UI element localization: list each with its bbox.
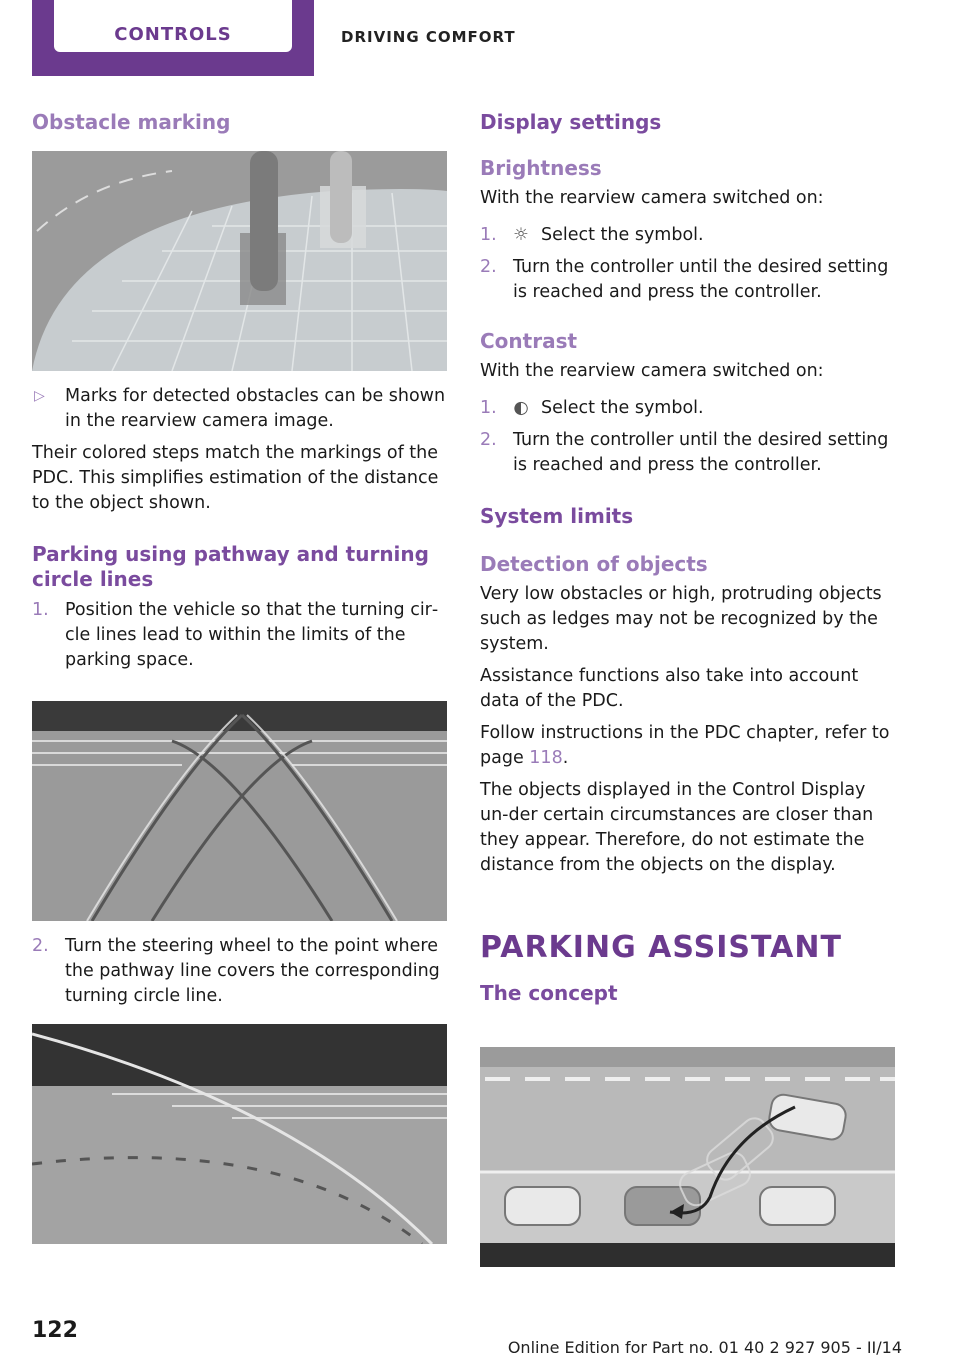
brightness-step2 xyxy=(480,255,898,305)
footer-edition: Online Edition for Part no. 01 40 2 927 905 - II/14 xyxy=(507,1338,902,1357)
left-step2-block xyxy=(32,934,447,1009)
bullet-marks xyxy=(32,384,447,434)
brightness-step1-number: 1. xyxy=(480,225,497,245)
display-settings-heading: Display settings xyxy=(480,110,662,134)
steering-image xyxy=(32,1024,447,1244)
page-link[interactable]: 118 xyxy=(529,748,563,768)
page-number: 122 xyxy=(32,1318,78,1343)
tab-driving-comfort[interactable]: DRIVING COMFORT xyxy=(341,28,516,46)
brightness-intro: With the rearview camera switched on: xyxy=(480,188,824,208)
brightness-heading: Brightness xyxy=(480,156,602,180)
left-column xyxy=(32,110,447,134)
brightness-step2-number: 2. xyxy=(480,257,497,277)
assist-para: Assistance functions also take into account data of the PDC. xyxy=(480,666,859,711)
brightness-step1-text: Select the symbol. xyxy=(541,225,704,245)
objects-para: The objects displayed in the Control Display un‐der certain circumstances are closer than they appear. Therefore, do not estimate the distance from the objects on the display. xyxy=(480,780,874,875)
follow-text: Follow instructions in the PDC chapter, refer to page xyxy=(480,723,890,768)
detection-heading: Detection of objects xyxy=(480,552,708,576)
right-column xyxy=(480,110,898,1005)
contrast-step2-text: Turn the controller until the desired setting is reached and press the controller. xyxy=(513,430,889,475)
detection-para: Very low obstacles or high, protruding objects such as ledges may not be recognized by the system. xyxy=(480,584,882,654)
follow-para: Follow instructions in the PDC chapter, refer to page 118. xyxy=(480,723,890,768)
obstacle-marking-image xyxy=(32,151,447,371)
step2-text: Turn the steering wheel to the point where the pathway line covers the corresponding turning circle line. xyxy=(65,936,440,1006)
contrast-step2-number: 2. xyxy=(480,430,497,450)
step2-number: 2. xyxy=(32,936,49,956)
contrast-heading: Contrast xyxy=(480,329,578,353)
contrast-step1-number: 1. xyxy=(480,398,497,418)
contrast-step2 xyxy=(480,428,898,478)
step1-text: Position the vehicle so that the turning cir‐cle lines lead to within the limits of the parking space. xyxy=(65,600,439,670)
left-text-block xyxy=(32,384,447,673)
brightness-step2-text: Turn the controller until the desired setting is reached and press the controller. xyxy=(513,257,889,302)
contrast-icon: ◐ xyxy=(513,398,529,418)
brightness-step1 xyxy=(480,223,898,248)
tab-controls-label: CONTROLS xyxy=(114,24,232,45)
pathway-lines-image xyxy=(32,701,447,921)
parking-concept-image xyxy=(480,1047,895,1267)
step1 xyxy=(32,598,447,673)
triangle-bullet-icon: ▷ xyxy=(34,388,45,404)
concept-heading: The concept xyxy=(480,981,618,1005)
tab-controls[interactable] xyxy=(32,0,314,76)
contrast-step1 xyxy=(480,396,898,421)
parking-heading: Parking using pathway and turning circle lines xyxy=(32,542,429,591)
step1-number: 1. xyxy=(32,600,49,620)
para-colored: Their colored steps match the markings of the PDC. This simplifies estimation of the distance to the object shown. xyxy=(32,443,439,513)
tab-controls-inner xyxy=(54,0,292,52)
system-limits-heading: System limits xyxy=(480,504,634,528)
parking-assistant-heading: PARKING ASSISTANT xyxy=(480,930,842,965)
sun-icon: ☼ xyxy=(513,225,529,245)
contrast-intro: With the rearview camera switched on: xyxy=(480,361,824,381)
bullet-marks-text: Marks for detected obstacles can be shown in the rearview camera image. xyxy=(65,386,446,431)
obstacle-heading: Obstacle marking xyxy=(32,110,231,134)
contrast-step1-text: Select the symbol. xyxy=(541,398,704,418)
step2 xyxy=(32,934,447,1009)
